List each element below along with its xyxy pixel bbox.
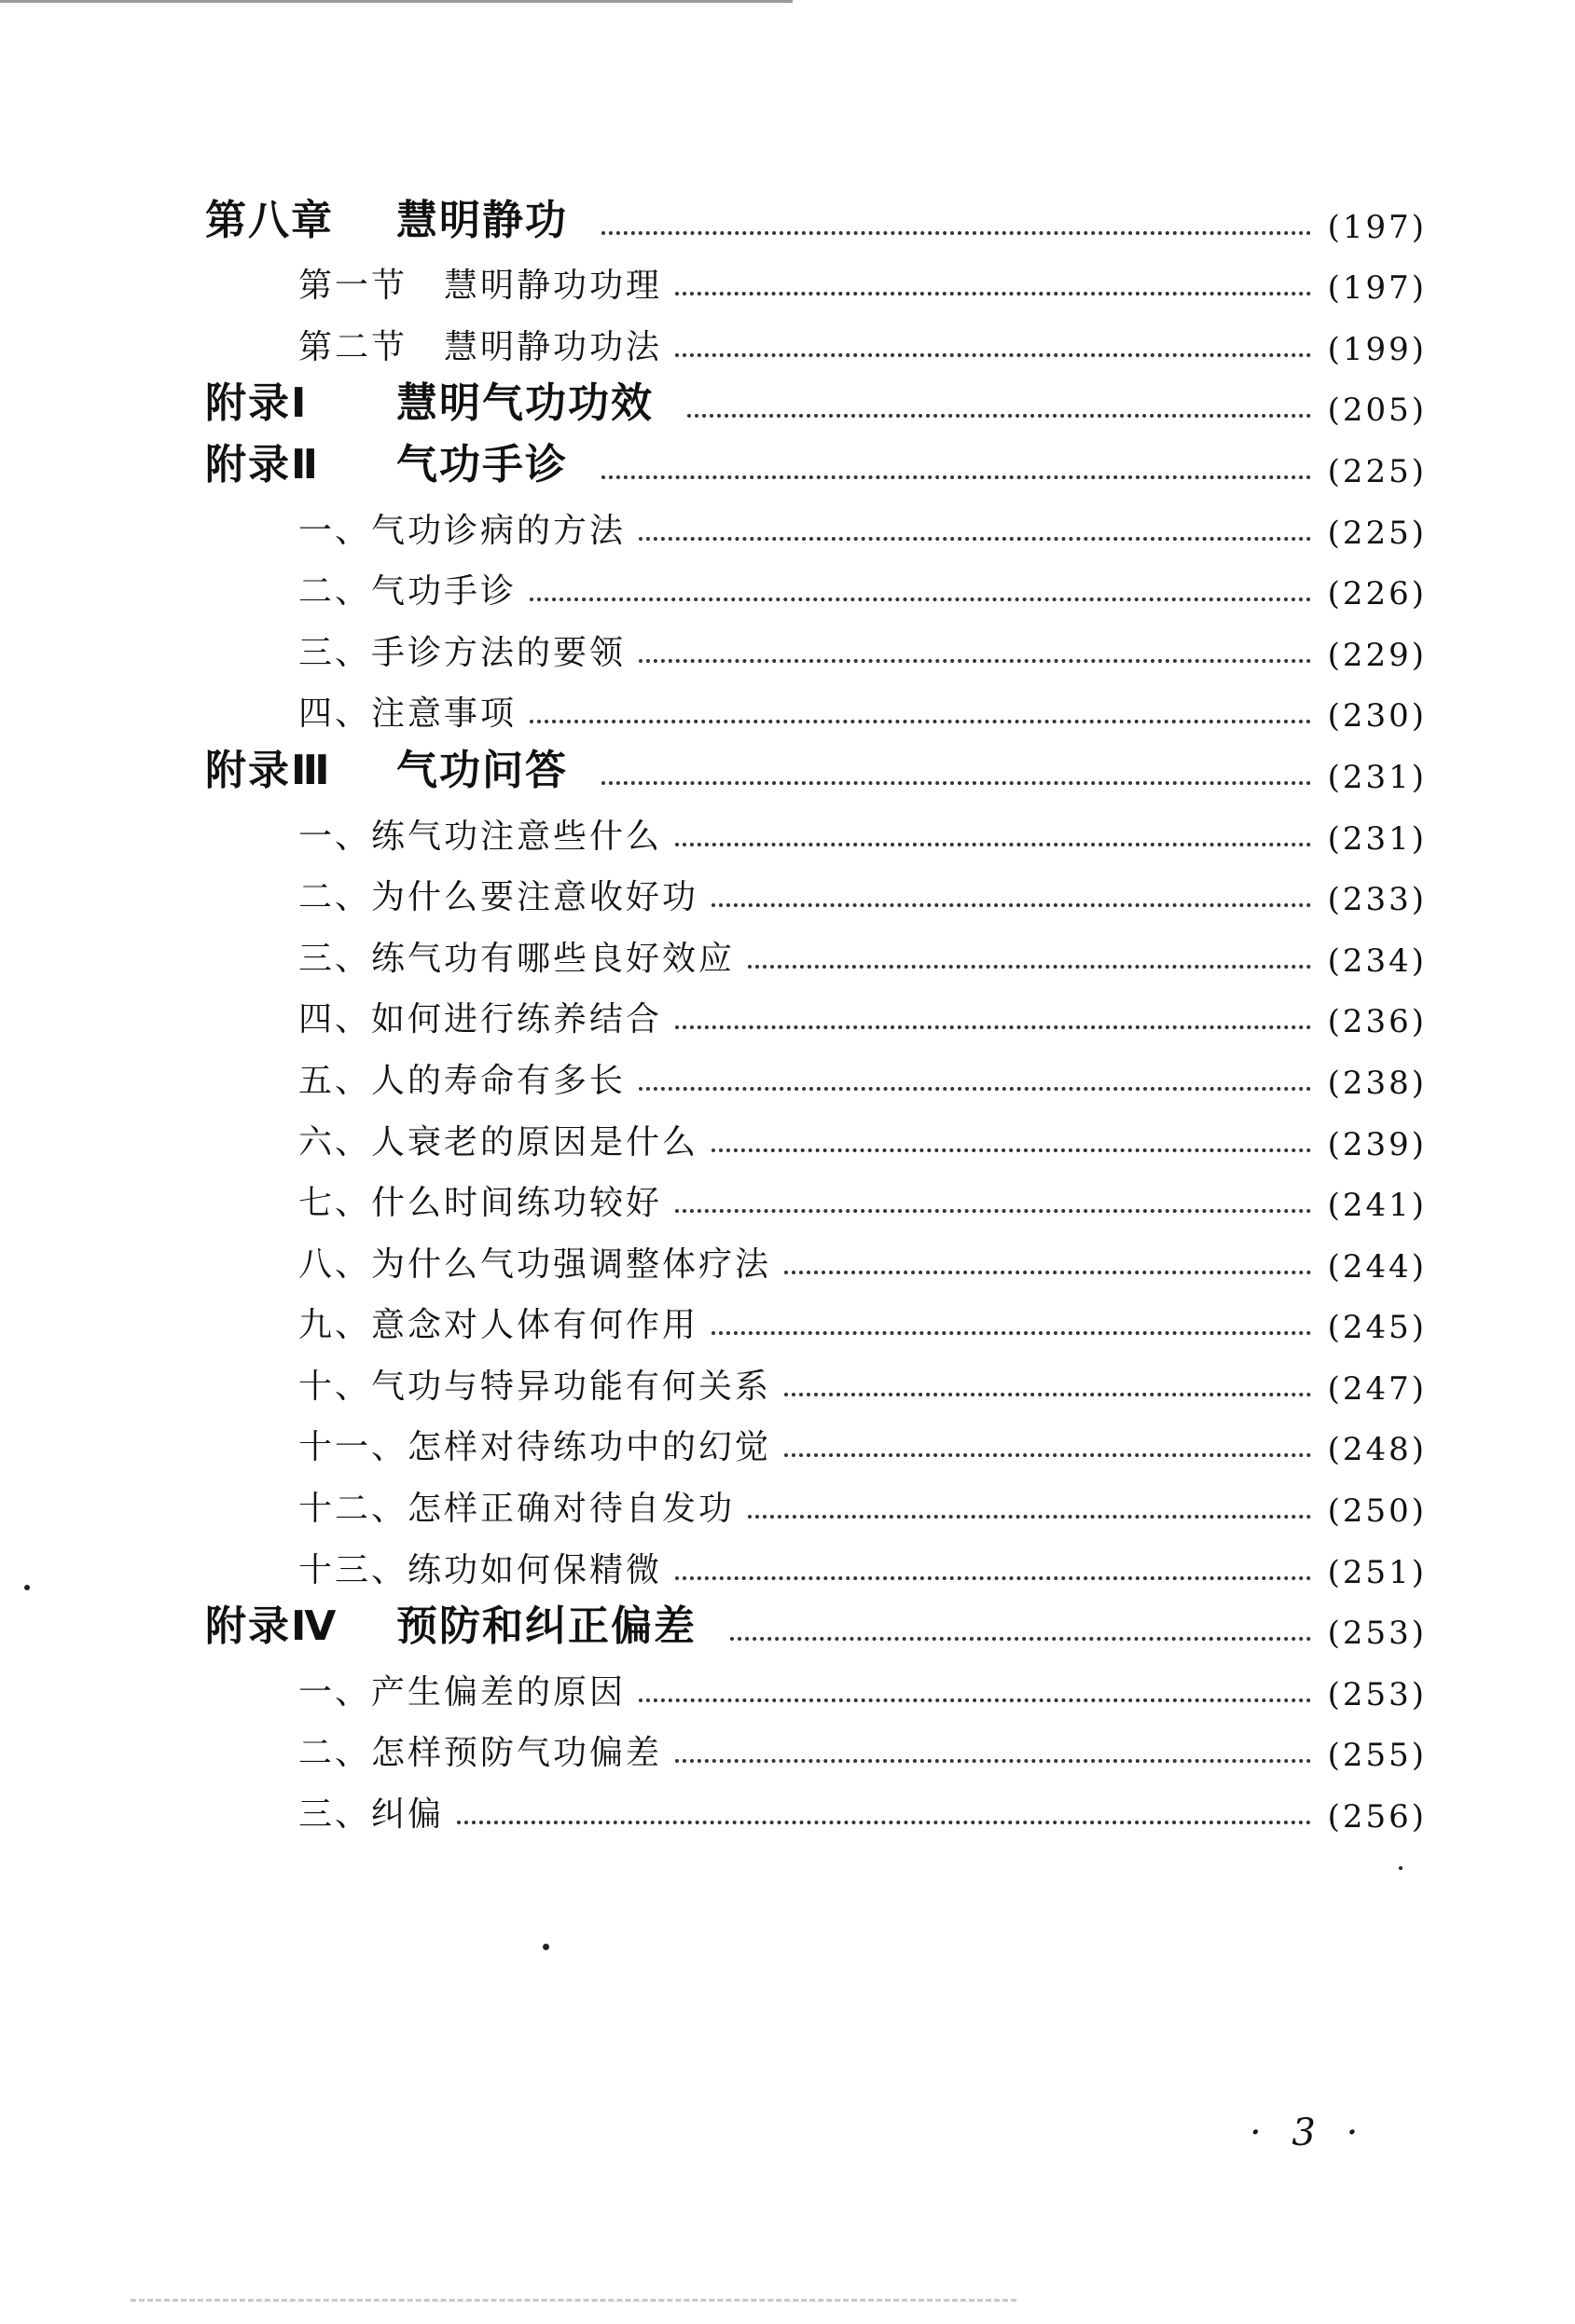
toc-entry-title: [205, 736, 568, 796]
toc-page-number: (251): [1327, 1553, 1427, 1591]
toc-chapter-row: [205, 194, 1427, 255]
toc-section-row: [205, 989, 1427, 1051]
toc-chapter-row: [205, 378, 1427, 439]
scan-speck: [24, 1585, 30, 1590]
table-of-contents: [205, 194, 1427, 1845]
toc-page-number: (253): [1327, 1675, 1427, 1713]
toc-section-row: [205, 255, 1427, 317]
toc-entry-title: [205, 431, 568, 490]
toc-entry-title: 九、意念对人体有何作用: [298, 1306, 699, 1345]
dot-leader: [530, 720, 1311, 723]
dot-leader: [530, 598, 1311, 601]
toc-section-row: [205, 316, 1427, 378]
toc-chapter-number: 附录Ⅱ: [205, 440, 320, 488]
dot-leader: [639, 1698, 1311, 1702]
toc-page-number: (197): [1327, 208, 1427, 246]
toc-chapter-title: 气功问答: [396, 746, 568, 794]
toc-entry-title: 第一节 慧明静功功理: [298, 267, 663, 306]
dot-leader: [675, 843, 1311, 846]
toc-section-row: [205, 867, 1427, 928]
toc-entry-title: 四、如何进行练养结合: [298, 1000, 663, 1039]
toc-entry-title: 二、气功手诊: [298, 572, 518, 612]
toc-page-number: (230): [1327, 697, 1427, 736]
toc-page-number: (233): [1327, 881, 1427, 919]
toc-page-number: (248): [1327, 1431, 1427, 1469]
toc-entry-title: [205, 369, 654, 429]
toc-chapter-row: [205, 438, 1427, 500]
dot-leader: [784, 1271, 1311, 1274]
toc-section-row: [205, 1783, 1427, 1845]
toc-entry-title: 一、练气功注意些什么: [298, 817, 663, 856]
dot-leader: [675, 292, 1311, 296]
toc-page-number: (238): [1327, 1064, 1427, 1102]
toc-entry-title: 三、手诊方法的要领: [298, 633, 627, 672]
toc-entry-title: 三、纠偏: [298, 1795, 445, 1835]
toc-entry-title: [205, 1592, 697, 1652]
toc-chapter-title: 预防和纠正偏差: [396, 1602, 697, 1651]
toc-page-number: (199): [1327, 330, 1427, 368]
toc-chapter-title: 慧明静功: [396, 196, 568, 244]
page-number: · 3 ·: [1250, 2111, 1368, 2154]
dot-leader: [748, 965, 1311, 969]
dot-leader: [639, 537, 1311, 541]
toc-page-number: (229): [1327, 636, 1427, 674]
toc-section-row: [205, 1295, 1427, 1356]
toc-page-number: (205): [1327, 392, 1427, 430]
toc-section-row: [205, 1661, 1427, 1723]
toc-section-row: [205, 805, 1427, 867]
scan-noise: [131, 2295, 1016, 2302]
toc-entry-title: 二、为什么要注意收好功: [298, 878, 699, 917]
toc-section-row: [205, 1233, 1427, 1295]
dot-leader: [601, 231, 1311, 235]
dot-leader: [639, 659, 1311, 663]
toc-entry-title: 一、产生偏差的原因: [298, 1672, 627, 1712]
toc-page-number: (247): [1327, 1369, 1427, 1408]
dot-leader: [730, 1637, 1311, 1641]
dot-leader: [712, 1331, 1311, 1335]
toc-entry-title: 四、注意事项: [298, 694, 518, 734]
toc-page-number: (244): [1327, 1247, 1427, 1286]
dot-leader: [639, 1087, 1311, 1091]
toc-entry-title: 二、怎样预防气功偏差: [298, 1734, 663, 1773]
toc-section-row: [205, 1417, 1427, 1478]
toc-entry-title: 六、人衰老的原因是什么: [298, 1122, 699, 1162]
toc-page-number: (239): [1327, 1125, 1427, 1163]
toc-section-row: [205, 1050, 1427, 1111]
toc-section-row: [205, 622, 1427, 683]
toc-page-number: (225): [1327, 514, 1427, 552]
toc-entry-title: 十、气功与特异功能有何关系: [298, 1367, 772, 1406]
dot-leader: [675, 1025, 1311, 1029]
toc-page-number: (225): [1327, 452, 1427, 490]
toc-entry-title: 七、什么时间练功较好: [298, 1184, 663, 1223]
toc-chapter-title: 慧明气功功效: [396, 379, 654, 428]
toc-page-number: (226): [1327, 575, 1427, 613]
dot-leader: [748, 1515, 1311, 1519]
toc-page-number: (231): [1327, 819, 1427, 858]
toc-entry-title: 第二节 慧明静功功法: [298, 327, 663, 366]
toc-page-number: (250): [1327, 1492, 1427, 1531]
toc-page-number: (236): [1327, 1003, 1427, 1041]
dot-leader: [457, 1821, 1311, 1824]
toc-section-row: [205, 1173, 1427, 1234]
toc-section-row: [205, 1478, 1427, 1539]
dot-leader: [601, 475, 1311, 479]
toc-chapter-number: 附录Ⅳ: [205, 1602, 338, 1651]
toc-page-number: (255): [1327, 1737, 1427, 1775]
toc-section-row: [205, 1355, 1427, 1417]
toc-chapter-number: 附录Ⅲ: [205, 746, 332, 794]
scan-speck: [1399, 1866, 1402, 1870]
toc-page-number: (256): [1327, 1798, 1427, 1836]
dot-leader: [784, 1393, 1311, 1396]
dot-leader: [675, 1576, 1311, 1580]
toc-page-number: (231): [1327, 758, 1427, 796]
dot-leader: [601, 781, 1311, 785]
toc-page-number: (245): [1327, 1309, 1427, 1347]
toc-section-row: [205, 1111, 1427, 1173]
dot-leader: [675, 1759, 1311, 1763]
toc-section-row: [205, 1539, 1427, 1601]
toc-entry-title: 五、人的寿命有多长: [298, 1061, 627, 1100]
toc-page-number: (253): [1327, 1615, 1427, 1653]
toc-page-number: (197): [1327, 269, 1427, 308]
dot-leader: [784, 1453, 1311, 1457]
toc-page-number: (234): [1327, 942, 1427, 980]
scan-speck: [543, 1944, 549, 1950]
toc-entry-title: 十二、怎样正确对待自发功: [298, 1490, 736, 1529]
toc-chapter-number: 第八章: [205, 196, 334, 244]
toc-entry-title: 十一、怎样对待练功中的幻觉: [298, 1428, 772, 1467]
top-rule: [0, 0, 793, 3]
dot-leader: [712, 903, 1311, 907]
toc-entry-title: 一、气功诊病的方法: [298, 511, 627, 550]
toc-section-row: [205, 561, 1427, 623]
toc-page-number: (241): [1327, 1187, 1427, 1225]
dot-leader: [712, 1148, 1311, 1152]
dot-leader: [675, 1209, 1311, 1213]
toc-section-row: [205, 683, 1427, 745]
toc-entry-title: 十三、练功如何保精微: [298, 1550, 663, 1589]
toc-chapter-number: 附录Ⅰ: [205, 379, 309, 428]
toc-section-row: [205, 928, 1427, 989]
dot-leader: [687, 414, 1311, 418]
toc-entry-title: 三、练气功有哪些良好效应: [298, 939, 736, 978]
toc-chapter-row: [205, 1601, 1427, 1662]
toc-entry-title: [205, 186, 568, 246]
toc-chapter-title: 气功手诊: [396, 440, 568, 488]
dot-leader: [675, 353, 1311, 357]
toc-section-row: [205, 500, 1427, 561]
toc-entry-title: 八、为什么气功强调整体疗法: [298, 1245, 772, 1284]
toc-chapter-row: [205, 744, 1427, 805]
toc-section-row: [205, 1723, 1427, 1784]
